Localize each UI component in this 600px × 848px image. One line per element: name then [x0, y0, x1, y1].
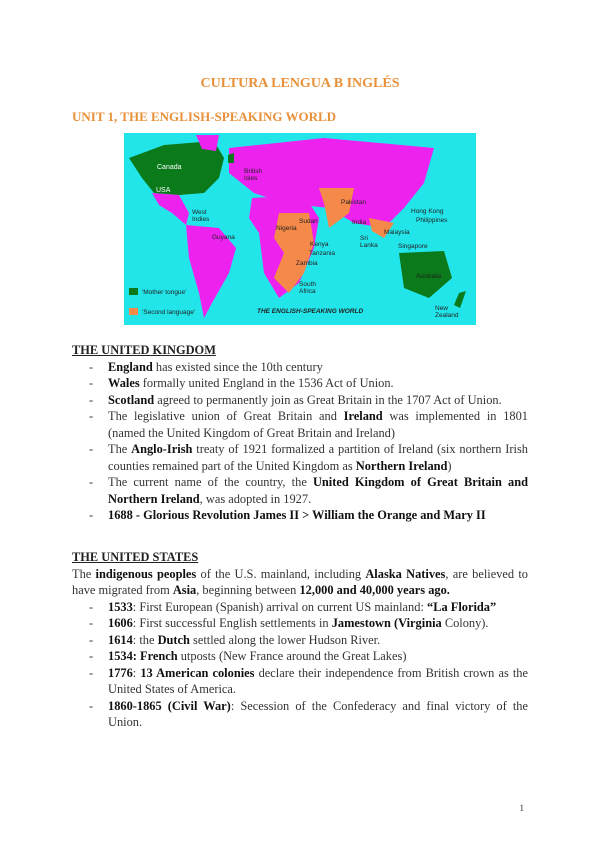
text-run: : First European (Spanish) arrival on current US mainland: — [132, 599, 427, 614]
us-list — [72, 599, 528, 731]
bold-text: 1606 — [108, 616, 133, 630]
text-run: , beginning between — [196, 583, 300, 597]
list-item — [72, 375, 528, 392]
map-label: Hong Kong — [411, 208, 444, 215]
uk-heading: THE UNITED KINGDOM — [72, 343, 216, 357]
map-label: New Zealand — [435, 305, 459, 319]
map-label: Pakistan — [341, 199, 366, 206]
list-item — [72, 392, 528, 409]
text-run: , was adopted in 1927. — [199, 491, 312, 506]
bold-text: 12,000 and 40,000 years ago. — [299, 583, 450, 597]
bold-text: Dutch — [157, 632, 190, 647]
world-map-shapes — [124, 133, 476, 325]
map-label: Guyana — [212, 234, 235, 241]
bold-text: 1533 — [108, 599, 133, 614]
mexico-central-america — [152, 193, 189, 225]
map-label: Kenya — [310, 241, 329, 248]
bold-text: Scotland — [108, 392, 155, 407]
text-run: The — [72, 566, 96, 581]
text-run: : the — [132, 632, 158, 647]
map-label: Singapore — [398, 243, 428, 250]
map-label: British Isles — [244, 168, 263, 182]
text-run: declare their independence from British crown as the United States of America. — [108, 665, 528, 696]
bold-text: Ireland — [343, 409, 383, 423]
map-label: Tanzania — [309, 250, 336, 257]
list-item — [72, 615, 528, 632]
list-item — [72, 408, 528, 441]
english-speaking-world-map — [124, 133, 476, 325]
bold-text: 13 American colonies — [140, 665, 255, 680]
text-run: The — [108, 442, 132, 456]
text-run: Colony). — [441, 616, 489, 630]
bold-text: 1614 — [108, 632, 133, 647]
page-number: 1 — [519, 803, 524, 813]
bold-text: Anglo-Irish — [131, 442, 193, 456]
text-run: The legislative union of Great Britain and — [108, 409, 344, 423]
map-label: Zambia — [296, 260, 318, 267]
list-item — [72, 698, 528, 731]
us-intro-paragraph — [72, 566, 528, 599]
list-item — [72, 648, 528, 665]
text-run: formally united England in the 1536 Act of Union. — [139, 376, 394, 390]
map-label: USA — [156, 187, 171, 194]
text-run: : — [132, 665, 141, 680]
text-run: , are believed to have migrated from — [72, 566, 528, 597]
bold-text: Wales — [108, 376, 140, 390]
text-run: of the U.S. mainland, including — [196, 566, 366, 581]
list-item — [72, 507, 528, 524]
list-item — [72, 441, 528, 474]
bold-text: Jamestown (Virginia — [331, 616, 442, 630]
text-run: has existed since the 10th century — [152, 359, 323, 374]
text-run: settled along the lower Hudson River. — [189, 632, 381, 647]
map-label: South Africa — [299, 281, 316, 295]
bold-text: indigenous peoples — [95, 566, 197, 581]
us-heading: THE UNITED STATES — [72, 550, 199, 564]
bold-text: Asia — [172, 583, 197, 597]
list-item — [72, 474, 528, 507]
uk-section — [72, 342, 528, 524]
bold-text: 1688 - Glorious Revolution James II > William the Orange and Mary II — [108, 508, 486, 522]
map-label: Nigeria — [276, 225, 297, 232]
unit-heading: UNIT 1, THE ENGLISH-SPEAKING WORLD — [72, 109, 337, 124]
south-asia-second — [319, 188, 354, 228]
legend-second-swatch — [129, 308, 138, 315]
bold-text: 1776 — [108, 665, 133, 680]
text-run: was implemented in 1801 (named the United Kingdom of Great Britain and Ireland) — [108, 409, 528, 440]
bold-text: England — [108, 359, 153, 374]
list-item — [72, 665, 528, 698]
map-label: Canada — [157, 164, 182, 171]
map-label: Australia — [416, 273, 442, 280]
bold-text: Northern Ireland — [355, 458, 448, 473]
legend-mother-label: 'Mother tongue' — [142, 289, 187, 296]
uk-list — [72, 359, 528, 524]
text-run: The current name of the country, the — [108, 475, 313, 489]
document-title: CULTURA LENGUA B INGLÉS — [200, 76, 400, 91]
legend-second-label: 'Second language' — [142, 309, 196, 316]
map-label: Philippines — [416, 217, 448, 224]
text-run: ) — [447, 458, 452, 473]
bold-text: 1860-1865 (Civil War) — [108, 698, 231, 713]
bold-text: United Kingdom of Great Britain and Northern Ireland — [108, 475, 528, 506]
list-item — [72, 632, 528, 649]
bold-text: “La Florida” — [427, 599, 497, 614]
text-run: utposts (New France around the Great Lakes) — [177, 649, 407, 663]
map-caption: THE ENGLISH-SPEAKING WORLD — [257, 308, 364, 315]
bold-text: Alaska Natives — [365, 566, 446, 581]
text-run: : First successful English settlements in — [132, 616, 332, 630]
legend-mother-swatch — [129, 288, 138, 295]
text-run: treaty of 1921 formalized a partition of Ireland (six northern Irish counties remained part of the United Kingdom as — [108, 442, 528, 473]
map-label: India — [352, 219, 367, 226]
list-item — [72, 359, 528, 376]
map-label: Sri Lanka — [360, 235, 378, 249]
bold-text: 1534: French — [108, 649, 178, 663]
text-run: agreed to permanently join as Great Britain in the 1707 Act of Union. — [154, 392, 502, 407]
us-section — [72, 549, 528, 731]
map-label: Sudan — [299, 218, 318, 225]
map-label: Malaysia — [384, 229, 410, 236]
map-label: West Indies — [192, 209, 210, 223]
uk-mother — [228, 153, 234, 163]
list-item — [72, 599, 528, 616]
text-run: : Secession of the Confederacy and final victory of the Union. — [108, 698, 528, 729]
